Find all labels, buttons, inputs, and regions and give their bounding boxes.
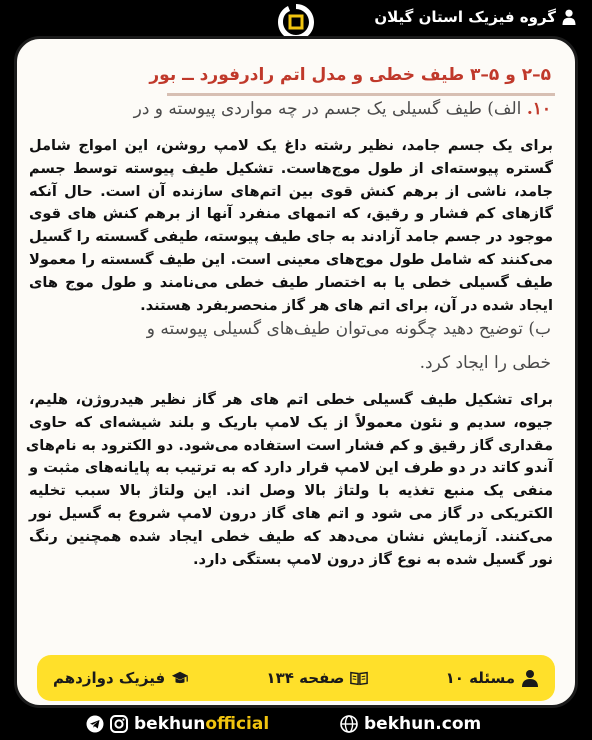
book-name-text: فیزیک دوازدهم	[53, 669, 166, 687]
answer-b-line: برای تشکیل طیف گسیلی خطی اتم های هر گاز نظیر هیدروژن، هلیم،	[29, 391, 553, 408]
page-number	[266, 669, 368, 687]
answer-b-line: منفی یک منبع تغذیه با ولتاژ بالا وصل اند. این ولتاژ بالا سبب تخلیه	[29, 482, 553, 500]
answer-a-line: ایجاد شده در آن، برای اتم های هر گاز منحصربفرد هستند.	[140, 296, 553, 314]
title-underline	[167, 93, 555, 96]
telegram-icon[interactable]	[86, 715, 104, 733]
answer-b-line: آندو کاتد در دو طرف این لامپ قرار دارد که به ترتیب به پایانه‌های مثبت و	[29, 459, 553, 477]
website-text: bekhun.com	[364, 714, 482, 734]
answer-a-line: می‌کنند که شامل طول موج‌های معینی است. این طیف گسسته را معمولا	[29, 250, 553, 268]
question-b-line1: ب) توضیح دهید چگونه می‌توان طیف‌های گسیلی پیوسته و	[146, 319, 551, 339]
answer-a-line: جامد، ناشی از برهم کنش قوی بین اتم‌های سازنده آن است. حال آنکه	[29, 182, 553, 200]
content-card	[14, 36, 578, 708]
source-pill	[37, 655, 555, 701]
book-name	[53, 669, 189, 687]
question-b-line2: خطی را ایجاد کرد.	[419, 353, 551, 373]
answer-a	[29, 135, 553, 317]
user-icon	[521, 669, 539, 687]
globe-icon	[340, 715, 358, 733]
page-number-text: صفحه ۱۳۴	[266, 669, 345, 687]
answer-a-line: گازهای کم فشار و رقیق، که اتمهای منفرد آنها از برهم کنش های قوی	[29, 205, 553, 223]
group-label-text: گروه فیزیک استان گیلان	[374, 8, 556, 26]
problem-number	[446, 669, 539, 687]
answer-a-line: موجود در جسم جامد آزادند به جای طیف پیوسته، طیفی گسسته را گسیل	[29, 228, 553, 246]
answer-b	[25, 389, 553, 571]
answer-a-line: برای یک جسم جامد، نظیر رشته داغ یک لامپ روشن، این امواج شامل	[29, 137, 553, 154]
bottom-bar	[0, 708, 592, 740]
website-link[interactable]	[340, 714, 481, 734]
problem-number-text: مسئله ۱۰	[445, 669, 515, 687]
question-a-text: الف) طیف گسیلی یک جسم در چه مواردی پیوسته و در	[133, 99, 522, 119]
answer-a-line: گستره پیوسته‌ای از طول موج‌هاست. تشکیل طیف پیوسته توسط جسم	[29, 159, 553, 177]
instagram-icon[interactable]	[110, 715, 128, 733]
answer-a-line: طیف گسیلی خطی یا به اختصار طیف خطی می‌نامند و طول موج های	[29, 273, 553, 291]
graduation-cap-icon	[171, 669, 189, 687]
group-label	[374, 8, 576, 26]
social-handle[interactable]	[86, 714, 269, 734]
open-book-icon	[350, 669, 368, 687]
section-title: ۵–۲ و ۵–۳ طیف خطی و مدل اتم رادرفورد ــ بور	[149, 65, 551, 85]
answer-b-line: الکتریکی در گاز می شود و اتم های گاز درون لامپ شروع به گسیل نور	[29, 504, 553, 522]
answer-b-line: مقداری گاز رقیق و کم فشار است استفاده می‌شود. دو الکترود به نام‌های	[25, 436, 553, 454]
answer-b-line: جیوه، سدیم و نئون معمولاً از یک لامپ باریک و بلند شیشه‌ای که حاوی	[29, 413, 553, 431]
handle-part-a: bekhun	[134, 714, 206, 734]
user-icon	[562, 9, 576, 25]
question-a	[31, 99, 551, 119]
answer-b-line: می‌کنند. آزمایش نشان می‌دهد که طیف خطی ایجاد شده همچنین رنگ	[29, 527, 553, 545]
handle-part-b: official	[205, 714, 270, 734]
question-number: ۱۰.	[526, 99, 551, 119]
answer-b-line: نور گسیل شده به نوع گاز درون لامپ بستگی دارد.	[192, 550, 553, 568]
